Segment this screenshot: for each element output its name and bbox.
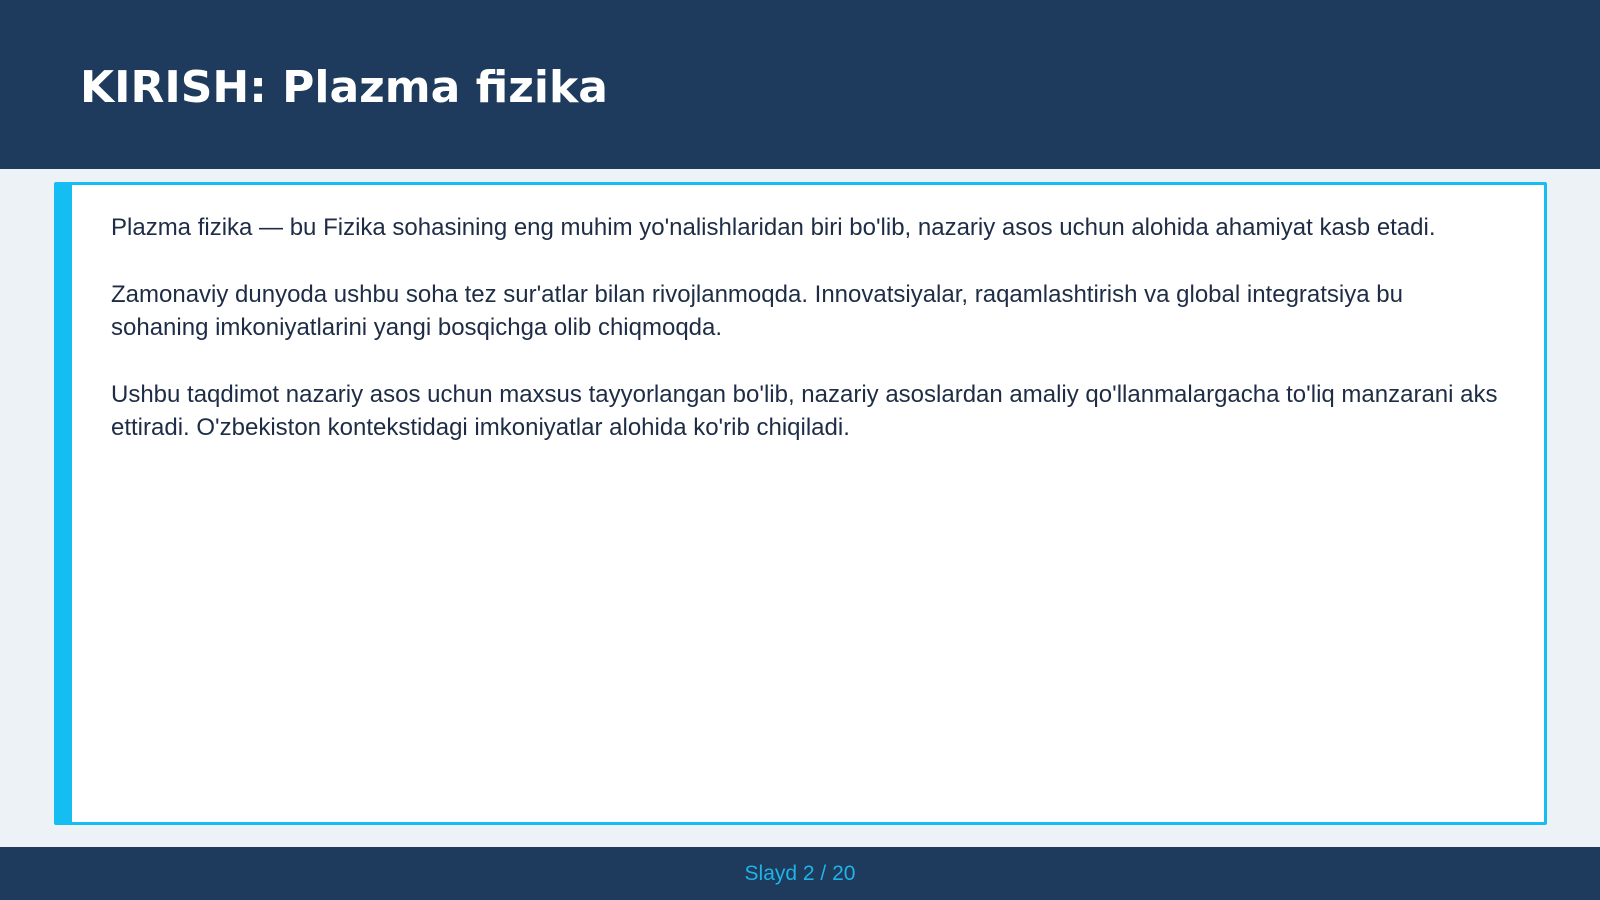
content-card xyxy=(54,182,1547,825)
slide-title: KIRISH: Plazma fizika xyxy=(80,62,608,113)
paragraph-2: Zamonaviy dunyoda ushbu soha tez sur'atlar bilan rivojlanmoqda. Innovatsiyalar, raqamlashtirish va global integratsiya bu sohaning imkoniyatlarini yangi bosqichga olib chiqmoqda. xyxy=(111,281,1403,341)
slide-footer xyxy=(0,847,1600,900)
paragraph-1: Plazma fizika — bu Fizika sohasining eng muhim yo'nalishlaridan biri bo'lib, nazariy asos uchun alohida ahamiyat kasb etadi. xyxy=(111,214,1436,241)
slide-counter: Slayd 2 / 20 xyxy=(744,862,856,885)
paragraph-3: Ushbu taqdimot nazariy asos uchun maxsus tayyorlangan bo'lib, nazariy asoslardan amaliy qo'llanmalargacha to'liq manzarani aks ettiradi. O'zbekiston kontekstidagi imkoniyatlar alohida ko'rib chiqiladi. xyxy=(111,381,1498,441)
slide-header xyxy=(0,0,1600,169)
content-body xyxy=(111,211,1506,478)
